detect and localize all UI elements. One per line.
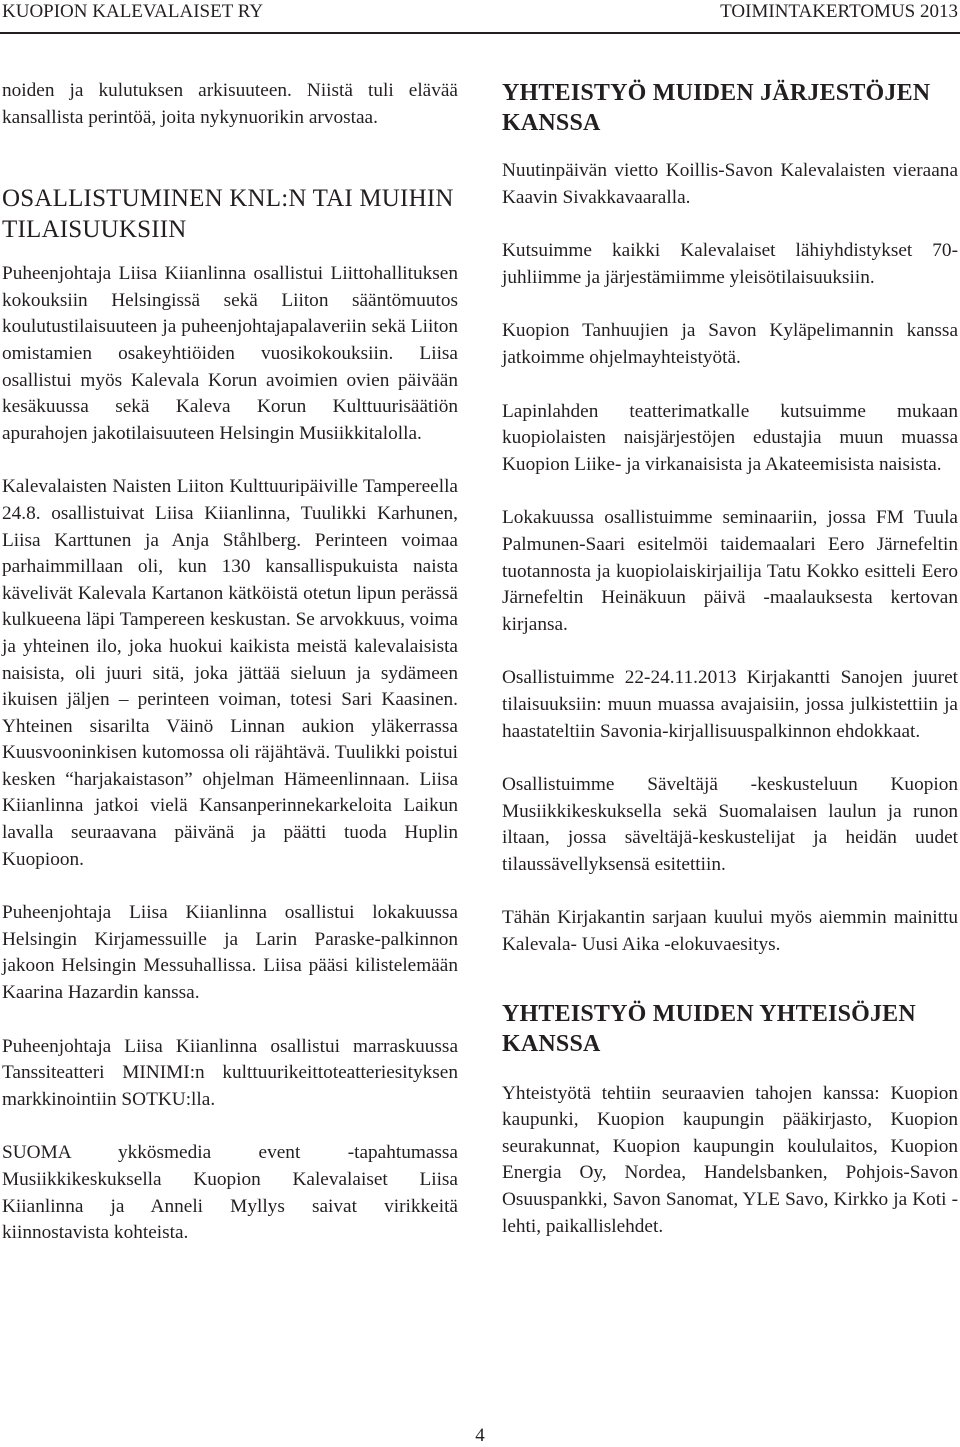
paragraph: Yhteistyötä tehtiin seuraavien tahojen kanssa: Kuopion kaupunki, Kuopion kaupungin pääkirjasto, Kuopion seurakunnat, Kuopion kaupungin koululaitos, Kuopion Energia Oy, Nordea, Handelsbanken, Pohjois-Savon Osuuspankki, Savon Sanomat, YLE Savo, Kirkko ja Koti -lehti, paikallislehdet. <box>502 1082 958 1237</box>
paragraph: Tähän Kirjakantin sarjaan kuului myös aiemmin mainittu Kalevala- Uusi Aika -elokuvaesitys. <box>502 907 958 956</box>
section-heading-participation: OSALLISTUMINEN KNL:N TAI MUIHIN TILAISUUKSIIN <box>2 185 454 244</box>
section-heading-communities: YHTEISTYÖ MUIDEN YHTEISÖJEN KANSSA <box>502 1000 916 1057</box>
paragraph: SUOMA ykkösmedia event -tapahtumassa Musiikkikeskuksella Kuopion Kalevalaiset Liisa Kiianlinna ja Anneli Myllys saivat virikkeitä kiinnostavista kohteista. <box>2 1142 458 1244</box>
header-rule <box>0 32 960 34</box>
paragraph: Osallistuimme Säveltäjä -keskusteluun Kuopion Musiikkikeskuksella sekä Suomalaisen laulun ja runon iltaan, jossa säveltäjä-keskustelijat ja heidän uudet tilaussävellyksensä esitettiin. <box>502 774 958 875</box>
paragraph: Kutsuimme kaikki Kalevalaiset lähiyhdistykset 70-juhliimme ja järjestämiimme yleisötilaisuuksiin. <box>502 240 958 288</box>
paragraph: Puheenjohtaja Liisa Kiianlinna osallistui lokakuussa Helsingin Kirjamessuille ja Larin Paraske-palkinnon jakoon Helsingin Messuhallissa. Liisa pääsi kilistelemään Kaarina Hazardin kanssa. <box>2 902 458 1004</box>
left-column <box>2 78 458 1247</box>
paragraph: Kuopion Tanhuujien ja Savon Kyläpelimannin kanssa jatkoimme ohjelmayhteistyötä. <box>502 320 958 368</box>
paragraph: Lokakuussa osallistuimme seminaariin, jossa FM Tuula Palmunen-Saari esitelmöi taidemaalari Eero Järnefeltin tuotannosta ja kuopiolaiskirjailija Tatu Kokko esitteli Eero Järnefeltin Heinäkuun päivä -maalauksesta kertovan kirjansa. <box>502 507 958 635</box>
paragraph: Lapinlahden teatterimatkalle kutsuimme mukaan kuopiolaisten naisjärjestöjen edustajia muun muassa Kuopion Liike- ja virkanaisista ja Akateemisista naisista. <box>502 400 958 475</box>
intro-paragraph: noiden ja kulutuksen arkisuuteen. Niistä tuli elävää kansallista perintöä, joita nykynuorikin arvostaa. <box>2 80 458 128</box>
page-number: 4 <box>475 1425 485 1446</box>
organization-name: KUOPION KALEVALAISET RY <box>2 1 264 22</box>
paragraph: Puheenjohtaja Liisa Kiianlinna osallistui marraskuussa Tanssiteatteri MINIMI:n kulttuurikeittoteatteriesityksen markkinointiin SOTKU:lla. <box>2 1035 458 1110</box>
report-title: TOIMINTAKERTOMUS 2013 <box>720 1 958 22</box>
page-header <box>0 0 960 26</box>
paragraph: Puheenjohtaja Liisa Kiianlinna osallistui Liittohallituksen kokouksiin Helsingissä sekä Liiton sääntömuutos koulutustilaisuuteen ja puheenjohtajapalaveriin sekä Liiton omistamien osakeyhtiöiden vuosikokouksiin. Liisa osallistui myös Kalevala Korun avoimien ovien päivään kesäkuussa sekä Kaleva Korun Kulttuurisäätiön apurahojen jakotilaisuuteen Helsingin Musiikkitalolla. <box>2 263 458 444</box>
paragraph: Osallistuimme 22-24.11.2013 Kirjakantti Sanojen juuret tilaisuuksiin: muun muassa avajaisiin, jossa julkistettiin ja haastateltiin Savonia-kirjallisuuspalkinnon ehdokkaat. <box>502 667 958 742</box>
paragraph: Kalevalaisten Naisten Liiton Kulttuuripäiville Tampereella 24.8. osallistuivat Liisa Kiianlinna, Tuulikki Karhunen, Liisa Karttunen ja Anja Ståhlberg. Perinteen voimaa parhaimmillaan oli, kun 130 kansallispukuista naista kävelivät Kalevala Kartanon kätköistä otetun lipun perässä kulkueena läpi Tampereen keskustan. Se arvokkuus, voima ja yhteinen ilo, joka huokui kaikista meistä kalevalaisista naisista, oli juuri sitä, joka jättää sieluun ja sydämeen ikuisen jäljen – perinteen voiman, totesi Sari Kaasinen. Yhteinen sisarilta Väinö Linnan aukion yläkerrassa Kuusvooninkisen kutomossa oli räjähtävä. Tuulikki poistui kesken “harjakaistason” ohjelman Hämeenlinnaan. Liisa Kiianlinna jatkoi vielä Kansanperinnekarkeloita Laikun lavalla seuraavana päivänä ja päätti tuoda Huplin Kuopioon. <box>2 476 458 870</box>
section-heading-organizations: YHTEISTYÖ MUIDEN JÄRJESTÖJEN KANSSA <box>502 80 931 136</box>
paragraph: Nuutinpäivän vietto Koillis-Savon Kalevalaisten vieraana Kaavin Sivakkavaaralla. <box>502 160 958 208</box>
right-column <box>502 78 958 1240</box>
